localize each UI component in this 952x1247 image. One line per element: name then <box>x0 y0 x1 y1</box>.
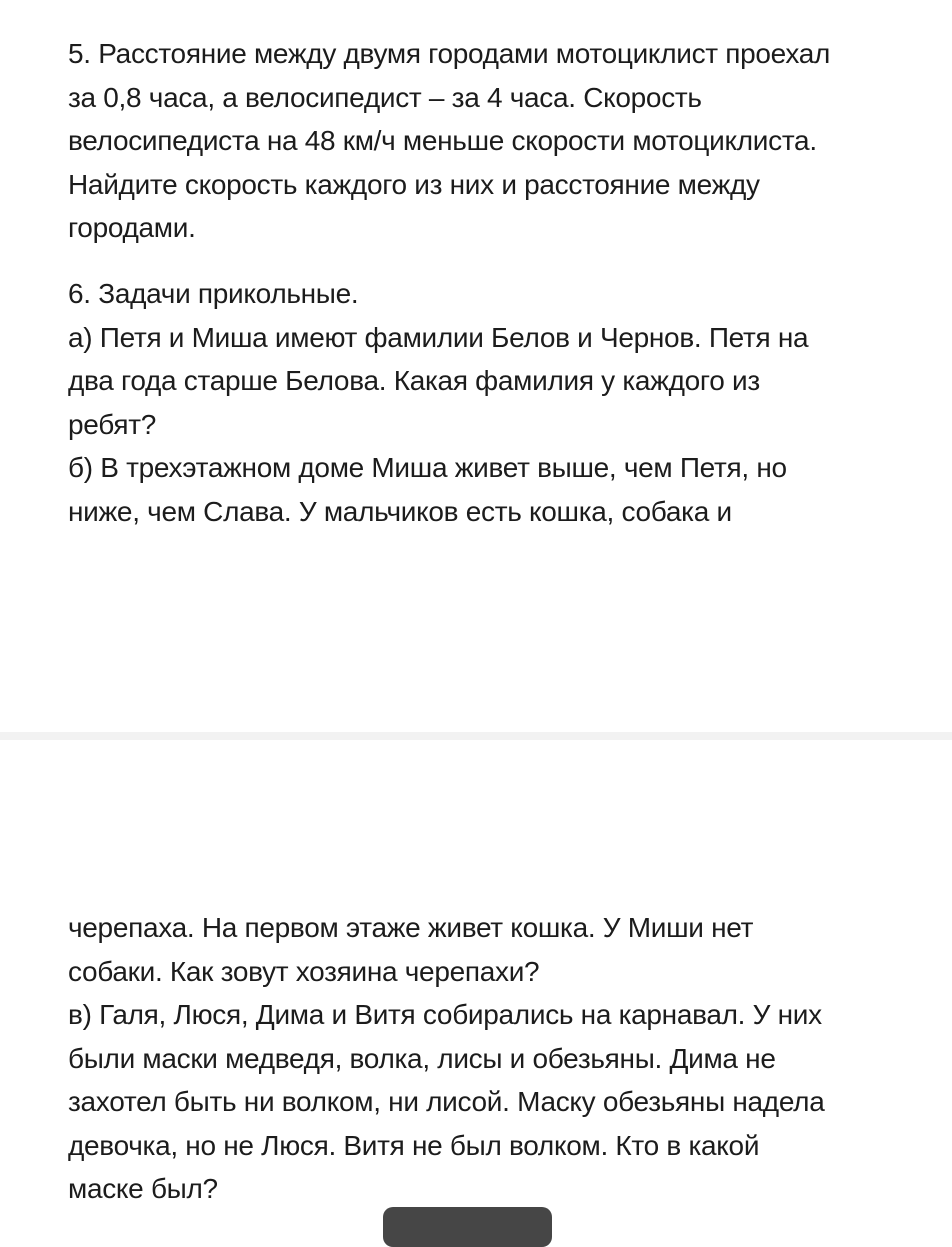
continuation-line: девочка, но не Люся. Витя не был волком. Кто в какой <box>68 1129 760 1161</box>
task-6-paragraph <box>68 272 928 533</box>
page-separator <box>0 732 952 740</box>
continuation-line: маске был? <box>68 1173 218 1204</box>
task-5-paragraph <box>68 32 928 250</box>
task-5-line: городами. <box>68 212 196 243</box>
task-6-heading: 6. Задачи прикольные. <box>68 278 359 309</box>
document-page-2 <box>0 740 952 1231</box>
task-6-line: б) В трехэтажном доме Миша живет выше, чем Петя, но <box>68 452 787 483</box>
scroll-handle[interactable] <box>383 1207 552 1247</box>
task-5-line: за 0,8 часа, а велосипедист – за 4 часа. Скорость <box>68 81 702 113</box>
task-5-line: велосипедиста на 48 км/ч меньше скорости мотоциклиста. <box>68 125 817 156</box>
continuation-line: захотел быть ни волком, ни лисой. Маску обезьяны надела <box>68 1086 825 1117</box>
continuation-line: собаки. Как зовут хозяина черепахи? <box>68 955 540 987</box>
continuation-line: черепаха. На первом этаже живет кошка. У Миши нет <box>68 912 754 943</box>
task-5-line: Найдите скорость каждого из них и расстояние между <box>68 168 760 200</box>
task-6-line: ребят? <box>68 408 157 440</box>
continuation-line: были маски медведя, волка, лисы и обезьяны. Дима не <box>68 1042 776 1074</box>
task-5-line: 5. Расстояние между двумя городами мотоциклист проехал <box>68 38 831 69</box>
task-6-line: а) Петя и Миша имеют фамилии Белов и Чернов. Петя на <box>68 321 809 353</box>
task-6-continuation-paragraph <box>68 906 928 1211</box>
continuation-line: в) Галя, Люся, Дима и Витя собирались на карнавал. У них <box>68 999 822 1030</box>
task-6-line: ниже, чем Слава. У мальчиков есть кошка, собака и <box>68 495 732 527</box>
task-6-line: два года старше Белова. Какая фамилия у каждого из <box>68 365 760 396</box>
